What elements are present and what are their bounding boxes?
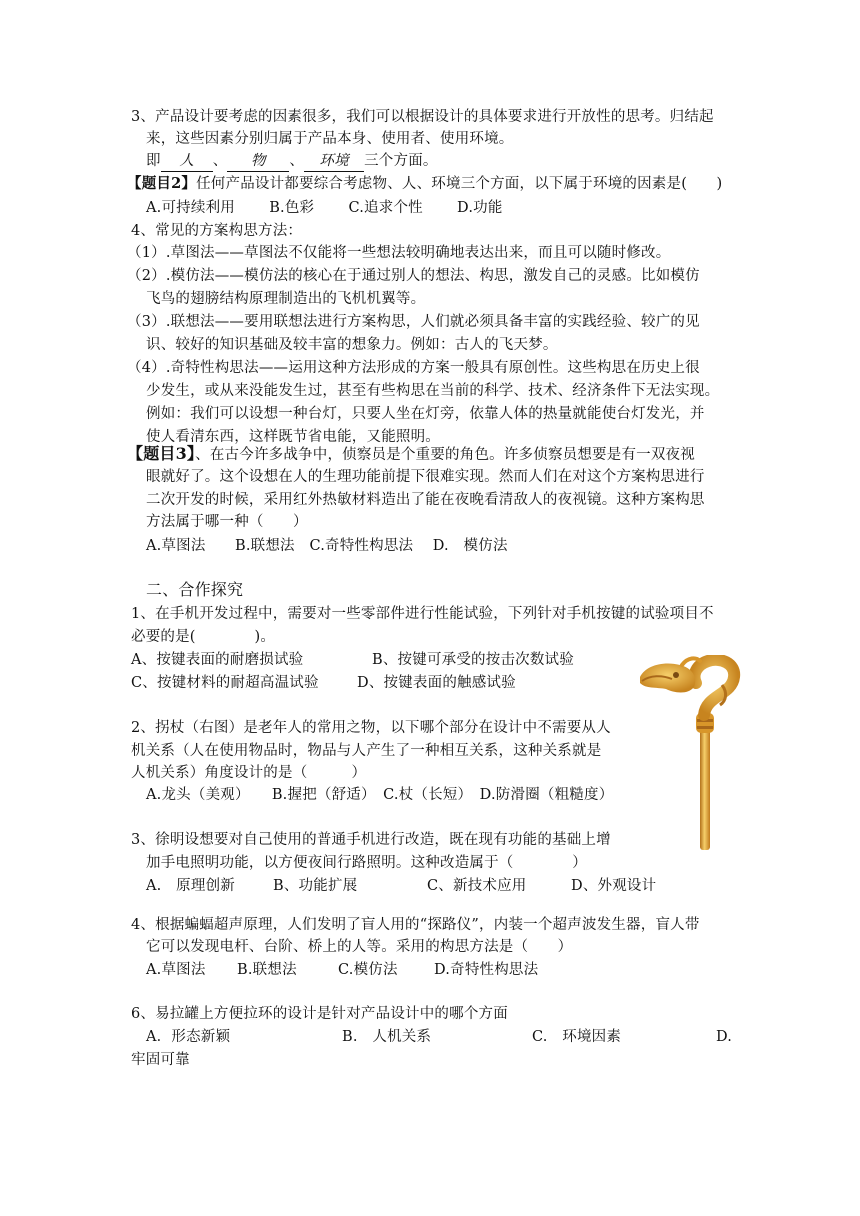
s4-method-4c: 例如：我们可以设想一种台灯，只要人坐在灯旁，依靠人体的热量就能使台灯发光，并	[146, 406, 705, 422]
p6-option-b: B. 人机关系	[342, 1029, 432, 1045]
s4-method-4b: 少发生，或从来没能发生过，甚至有些构思在当前的科学、技术、经济条件下无法实现。	[146, 383, 720, 399]
s3-line-3	[146, 151, 438, 172]
q3-line-1	[127, 444, 695, 465]
p4-line-2: 它可以发现电杆、台阶、桥上的人等。采用的构思方法是（ ）	[146, 939, 573, 955]
q2-line	[127, 174, 722, 194]
s3-line-2: 来，这些因素分别归属于产品本身、使用者、使用环境。	[146, 131, 514, 147]
s4-method-3a: （3）.联想法——要用联想法进行方案构思，人们就必须具备丰富的实践经验、较广的见	[127, 314, 700, 330]
q3-line-4: 方法属于哪一种（ ）	[146, 514, 308, 530]
p3-option-d: D、外观设计	[571, 878, 657, 894]
p6-option-c: C. 环境因素	[532, 1029, 622, 1045]
p1-option-b: B、按键可承受的按击次数试验	[372, 652, 574, 668]
p2-line-2: 机关系（人在使用物品时，物品与人产生了一种相互关系，这种关系就是	[131, 743, 602, 759]
q3-line-3: 二次开发的时候，采用红外热敏材料造出了能在夜晚看清敌人的夜视镜。这种方案构思	[146, 492, 705, 508]
p6-option-d-text: 牢固可靠	[131, 1052, 190, 1068]
dragon-neck	[695, 660, 735, 715]
blank-2: 物	[227, 151, 289, 172]
s4-method-2a: （2）.模仿法——模仿法的核心在于通过别人的想法、构思，激发自己的灵感。比如模仿	[127, 268, 700, 284]
p4-line-1: 4、根据蝙蝠超声原理，人们发明了盲人用的“探路仪”，内装一个超声波发生器，盲人带	[131, 917, 700, 933]
p1-option-a: A、按键表面的耐磨损试验	[131, 652, 304, 668]
s3-sep1: 、	[212, 153, 228, 169]
p6-option-d-letter: D.	[716, 1029, 733, 1045]
p1-line-1: 1、在手机开发过程中，需要对一些零部件进行性能试验，下列针对手机按键的试验项目不	[131, 606, 714, 622]
p1-option-d: D、按键表面的触感试验	[357, 675, 516, 691]
s4-method-4a: （4）.奇特性构思法——运用这种方法形成的方案一般具有原创性。这些构思在历史上很	[127, 360, 700, 376]
q3-text-1: 、在古今许多战争中，侦察员是个重要的角色。许多侦察员想要是有一双夜视	[195, 447, 695, 463]
cane-shaft	[700, 725, 710, 850]
q3-options: A.草图法 B.联想法 C.奇特性构思法 D. 模仿法	[146, 538, 508, 554]
blank-1: 人	[161, 151, 213, 172]
s4-method-4d: 使人看清东西，这样既节省电能，又能照明。	[146, 429, 440, 445]
s3-sep2: 、	[289, 153, 305, 169]
s3-suffix: 三个方面。	[364, 153, 438, 169]
s3-prefix: 即	[146, 153, 161, 169]
s4-method-2b: 飞鸟的翅膀结构原理制造出的飞机机翼等。	[146, 291, 426, 307]
p3-line-1: 3、徐明设想要对自己使用的普通手机进行改造，既在现有功能的基础上增	[131, 832, 611, 848]
p3-line-2: 加手电照明功能，以方便夜间行路照明。这种改造属于（ ）	[146, 855, 587, 871]
p3-option-b: B、功能扩展	[273, 878, 358, 894]
p1-line-2: 必要的是( )。	[131, 629, 276, 645]
s4-method-3b: 识、较好的知识基础及较丰富的想象力。例如：古人的飞天梦。	[146, 337, 558, 353]
s3-line-1: 3、产品设计要考虑的因素很多，我们可以根据设计的具体要求进行开放性的思考。归结起	[131, 109, 714, 125]
q3-tag: 【题目3】	[127, 444, 196, 463]
s4-method-1: （1）.草图法——草图法不仅能将一些想法较明确地表达出来，而且可以随时修改。	[127, 245, 671, 261]
p6-option-a: A．形态新颖	[146, 1029, 231, 1045]
q2-options: A.可持续利用 B.色彩 C.追求个性 D.功能	[146, 200, 503, 216]
dragon-head-cane-image	[636, 655, 746, 850]
q2-text: 任何产品设计都要综合考虑物、人、环境三个方面，以下属于环境的因素是( )	[196, 176, 723, 192]
p2-line-3: 人机关系）角度设计的是（ ）	[131, 765, 367, 781]
s4-title: 4、常见的方案构思方法：	[131, 223, 303, 239]
p4-option-a: A.草图法	[146, 962, 206, 978]
p4-option-d: D.奇特性构思法	[434, 962, 539, 978]
p4-option-c: C.模仿法	[338, 962, 398, 978]
dragon-eye	[673, 672, 679, 678]
p4-option-b: B.联想法	[237, 962, 297, 978]
q3-line-2: 眼就好了。这个设想在人的生理功能前提下很难实现。然而人们在对这个方案构思进行	[146, 469, 705, 485]
p2-options: A.龙头（美观） B.握把（舒适） C.杖（长短） D.防滑圈（粗糙度）	[146, 787, 614, 803]
p2-line-1: 2、拐杖（右图）是老年人的常用之物，以下哪个部分在设计中不需要从人	[131, 720, 611, 736]
p1-option-c: C、按键材料的耐超高温试验	[131, 675, 319, 691]
p6-line-1: 6、易拉罐上方便拉环的设计是针对产品设计中的哪个方面	[131, 1006, 508, 1022]
p3-option-c: C、新技术应用	[427, 878, 527, 894]
q2-tag: 【题目2】	[127, 175, 197, 192]
blank-3: 环境	[304, 151, 364, 172]
p3-option-a: A. 原理创新	[146, 878, 235, 894]
section-2-title: 二、合作探究	[146, 580, 244, 599]
